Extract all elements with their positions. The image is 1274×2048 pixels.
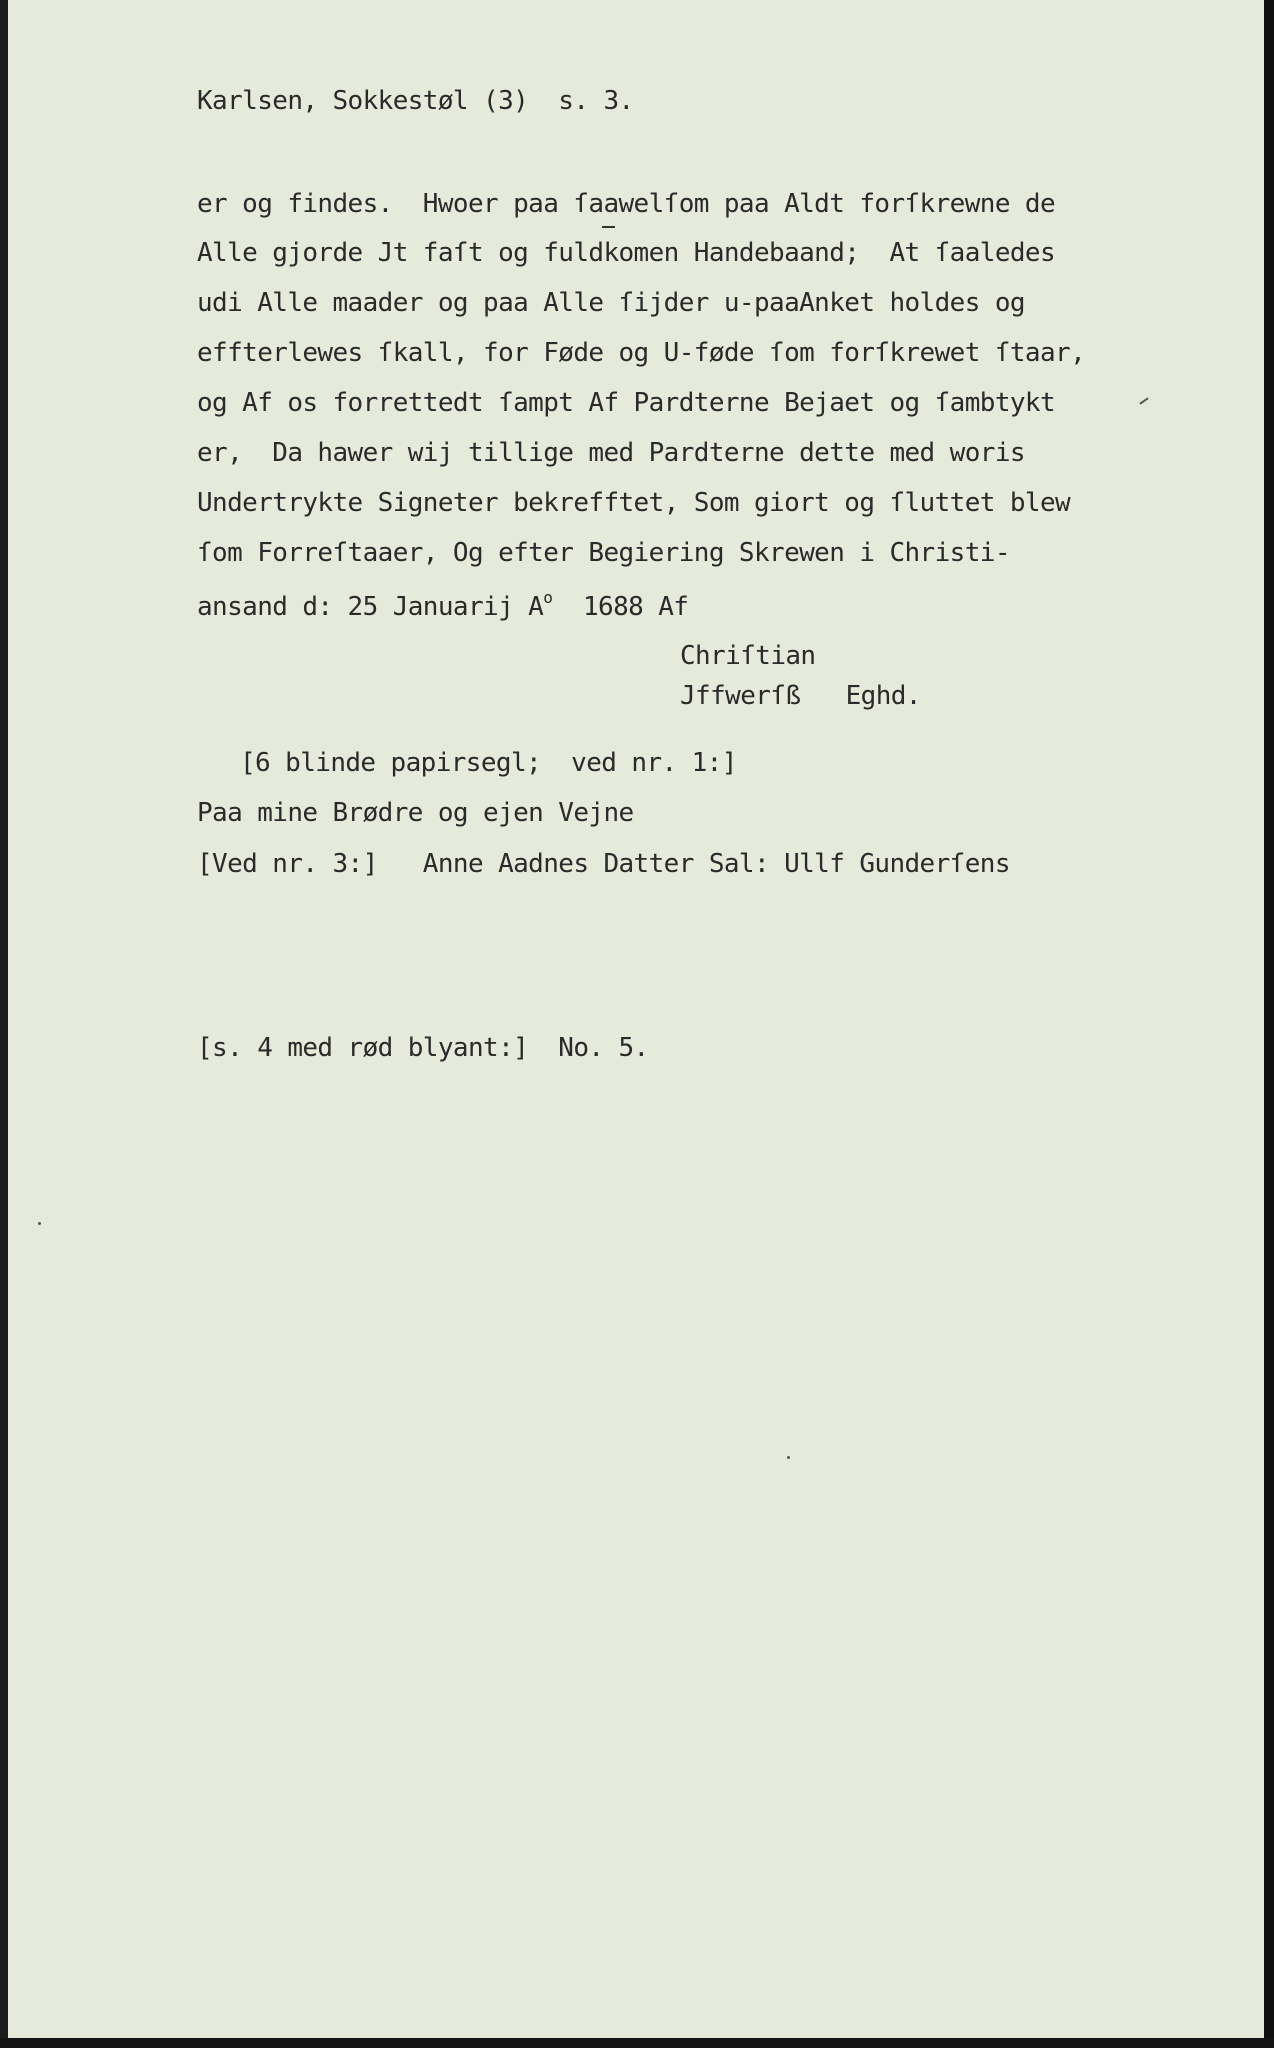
date-superscript: o [543,588,553,607]
margin-mark [1139,397,1148,404]
body-line: og Af os forrettedt ſampt Af Pardterne Bejaet og ſambtykt [197,388,1056,418]
signature-first: Chriſtian [680,641,816,671]
scan-edge-bottom [0,2038,1274,2048]
body-line: Undertrykte Signeter bekrefftet, Som giort og ſluttet blew [197,488,1071,518]
date-line [197,590,688,620]
body-line: ſom Forreſtaaer, Og efter Begiering Skrewen i Christi- [197,538,1010,568]
seal-inscription: Paa mine Brødre og ejen Vejne [197,798,634,828]
page-header: Karlsen, Sokkestøl (3) s. 3. [197,86,634,116]
seal-note-3: [Ved nr. 3:] Anne Aadnes Datter Sal: Ullf Gunderſens [197,849,1010,879]
body-line: Alle gjorde Jt faſt og fuldkomen Handebaand; At ſaaledes [197,238,1056,268]
date-text: ansand d: 25 Januarij A [197,592,544,622]
body-line: er og findes. Hwoer paa ſaawelſom paa Aldt forſkrewne de [197,189,1056,219]
signature-second: Jffwerſß Eghd. [680,681,921,711]
scan-edge-left [0,0,8,2048]
seal-note: [6 blinde papirsegl; ved nr. 1:] [240,748,737,778]
body-line: er, Da hawer wij tillige med Pardterne dette med woris [197,438,1025,468]
macron-mark [602,226,615,228]
body-line: effterlewes ſkall, for Føde og U-føde ſom forſkrewet ſtaar, [197,338,1086,368]
speck [787,1456,790,1459]
body-line: udi Alle maader og paa Alle ſijder u-paaAnket holdes og [197,288,1025,318]
scan-edge-right [1264,0,1274,2048]
speck [38,1222,41,1225]
date-year: 1688 Af [552,592,689,622]
page-footer-note: [s. 4 med rød blyant:] No. 5. [197,1033,649,1063]
